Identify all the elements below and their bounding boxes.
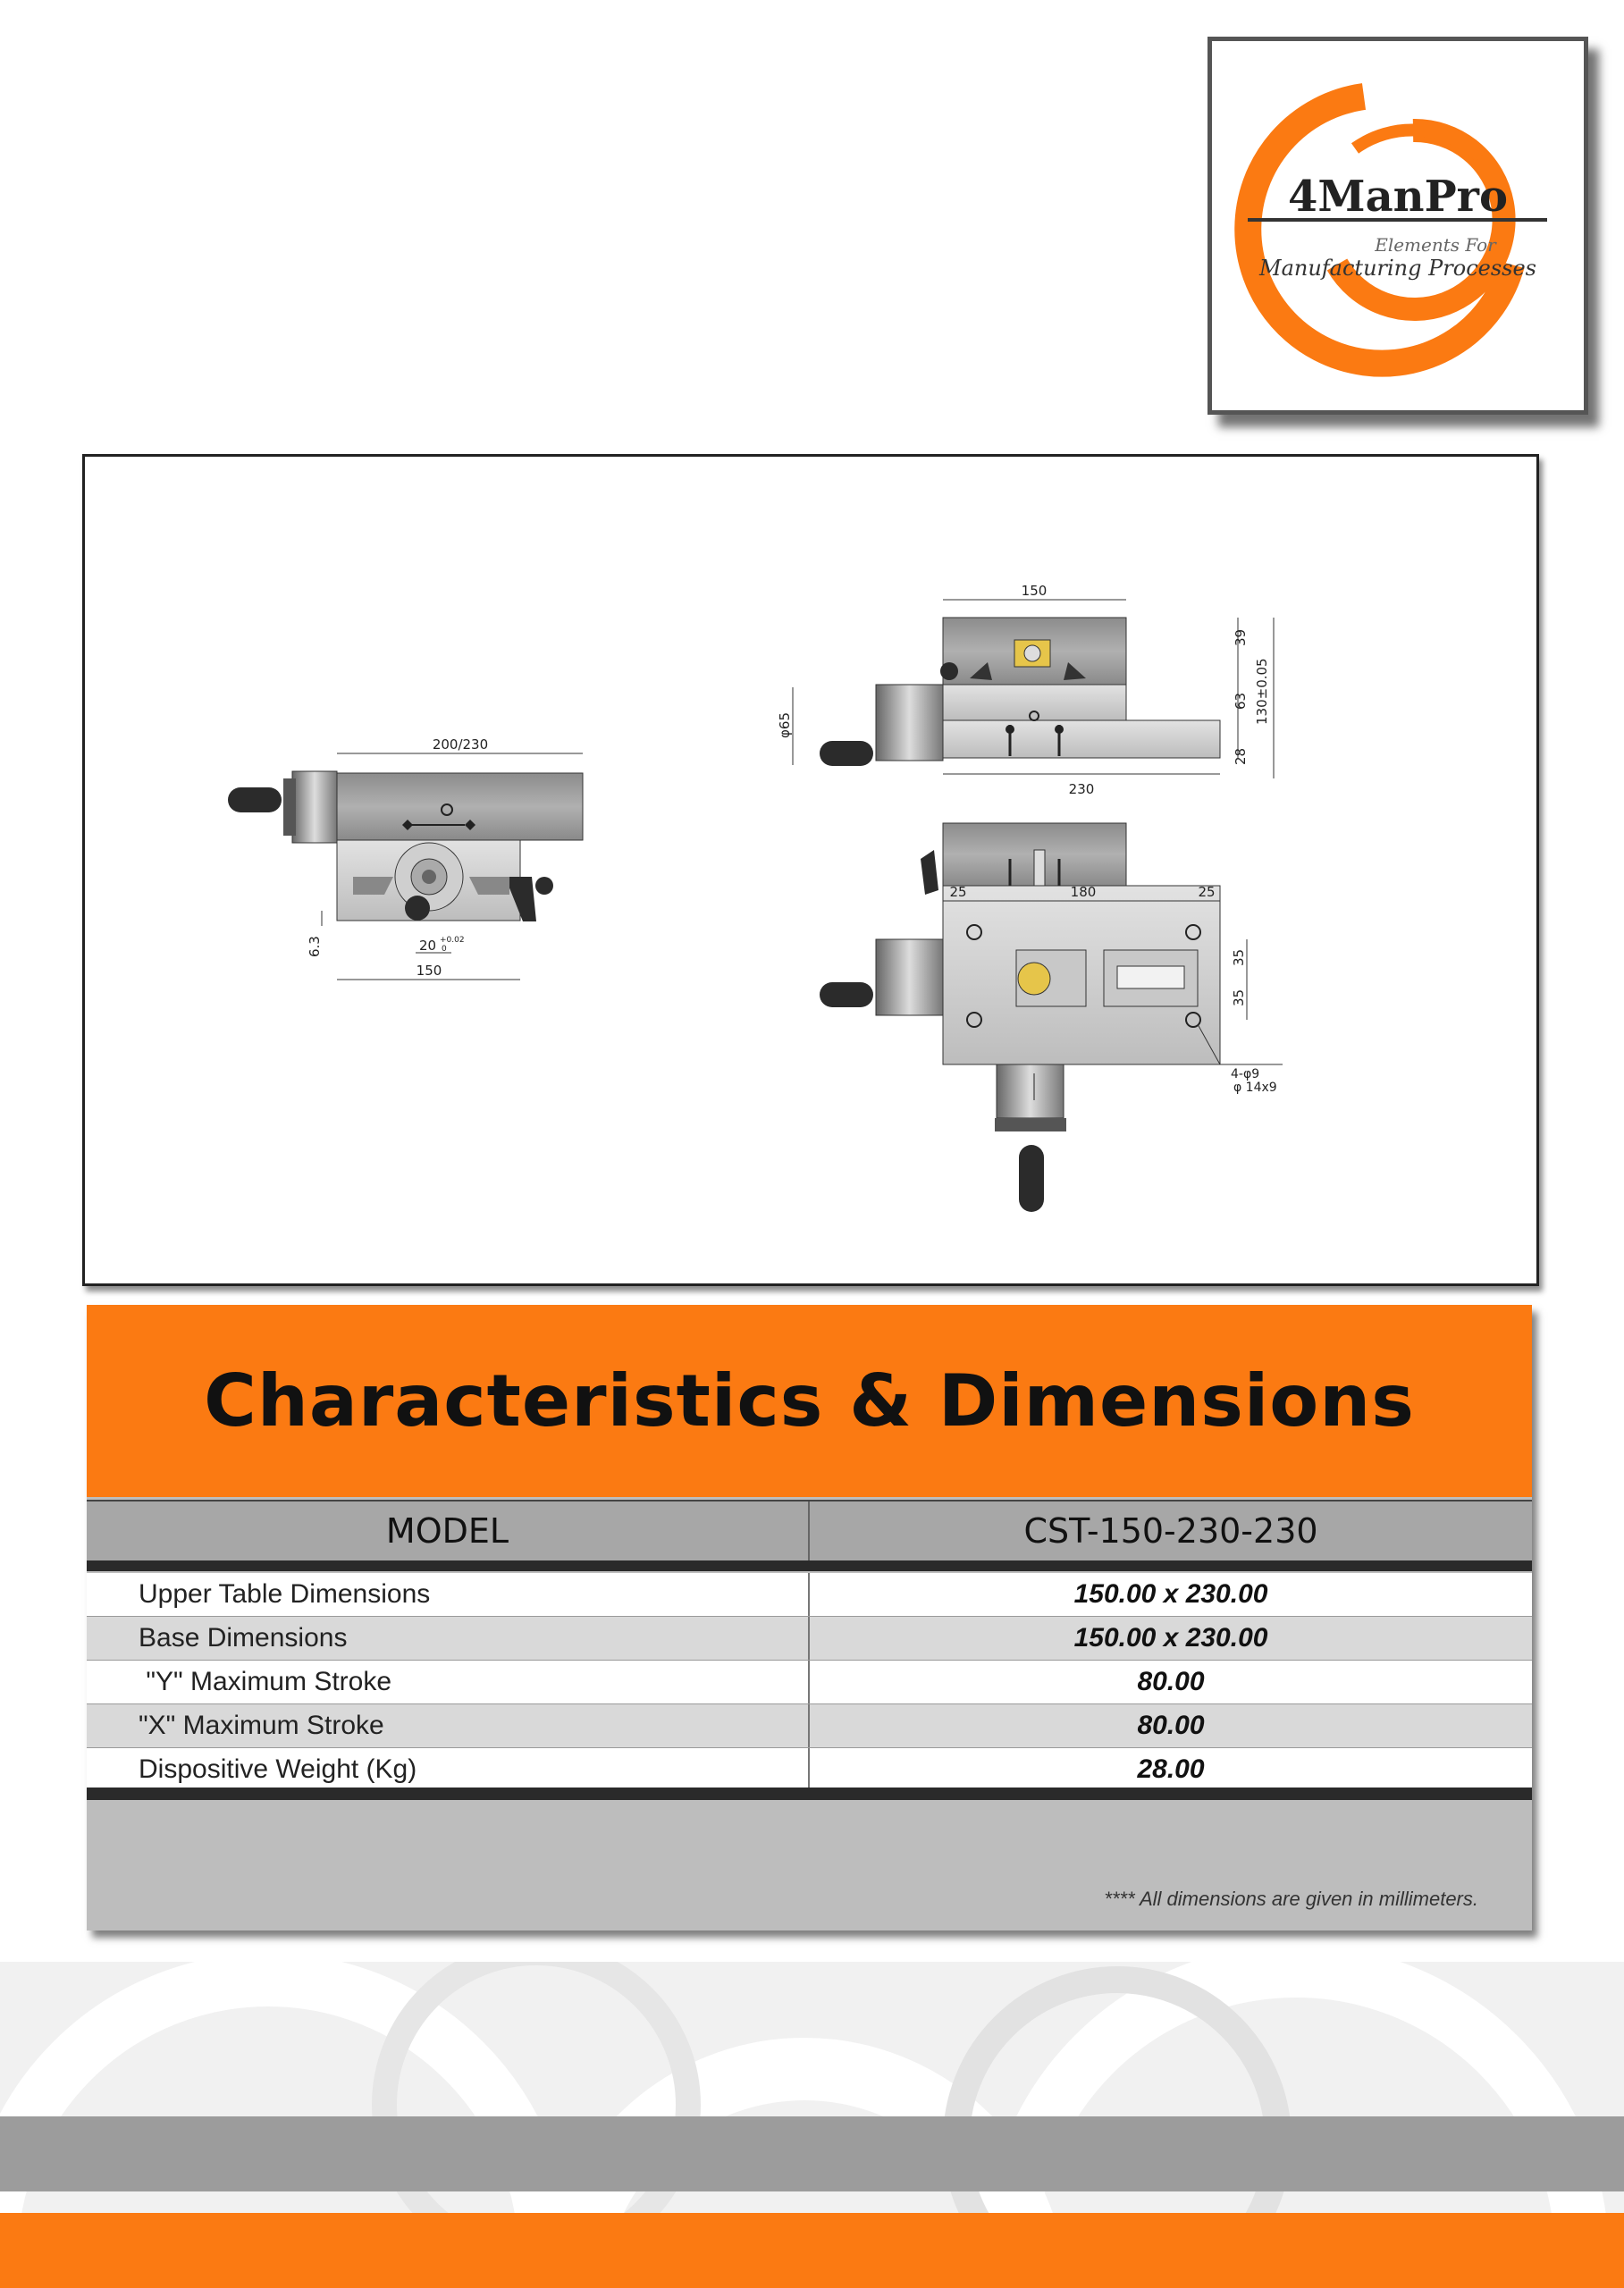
top-view xyxy=(820,823,1283,1212)
dim-front-dia: φ65 xyxy=(777,712,793,738)
dim-side-slot: 20 xyxy=(419,938,437,954)
dim-side-width: 200/230 xyxy=(432,736,489,753)
dim-hole-spec2: φ 14x9 xyxy=(1233,1081,1277,1095)
footnote: **** All dimensions are given in millimeters. xyxy=(1104,1888,1478,1910)
dim-side-tol-upper: +0.02 xyxy=(440,936,465,945)
spec-label: Dispositive Weight (Kg) xyxy=(87,1748,810,1791)
divider-bar-bottom xyxy=(87,1788,1532,1800)
spec-value: 28.00 xyxy=(1137,1754,1205,1784)
logo-tagline-2: Manufacturing Processes xyxy=(1259,256,1536,281)
dim-top-mid: 180 xyxy=(1070,884,1097,900)
dim-front-total: 130±0.05 xyxy=(1254,658,1270,725)
model-label: MODEL xyxy=(87,1502,810,1560)
spec-label: Base Dimensions xyxy=(87,1617,810,1660)
spec-label: Upper Table Dimensions xyxy=(87,1573,810,1616)
model-value: CST-150-230-230 xyxy=(1023,1511,1318,1551)
dim-top-right: 25 xyxy=(1198,884,1216,900)
table-row xyxy=(87,1748,1532,1792)
spec-label: "X" Maximum Stroke xyxy=(87,1704,810,1747)
dim-side-tol-lower: 0 xyxy=(442,945,447,954)
logo-brand: 4ManPro xyxy=(1288,172,1508,222)
divider-bar xyxy=(87,1560,1532,1571)
spec-value: 150.00 x 230.00 xyxy=(1073,1623,1268,1653)
panel-header xyxy=(87,1305,1532,1497)
company-logo xyxy=(1207,37,1588,415)
dim-top-v2: 35 xyxy=(1231,988,1247,1006)
dim-hole-spec1: 4-φ9 xyxy=(1231,1067,1260,1081)
dim-front-h3: 28 xyxy=(1233,747,1249,765)
dim-side-base: 150 xyxy=(416,963,442,979)
technical-drawing xyxy=(82,454,1539,1286)
dim-front-bottom: 230 xyxy=(1068,781,1095,797)
characteristics-panel xyxy=(87,1305,1532,1930)
logo-tagline-1: Elements For xyxy=(1375,234,1496,256)
table-row xyxy=(87,1617,1532,1661)
panel-title: Characteristics & Dimensions xyxy=(204,1359,1415,1443)
drawing-svg xyxy=(85,457,1536,1283)
spec-value: 80.00 xyxy=(1137,1711,1205,1740)
table-row xyxy=(87,1573,1532,1617)
footer-gray-band xyxy=(0,2116,1624,2191)
front-view xyxy=(777,583,1274,797)
spec-value: 150.00 x 230.00 xyxy=(1073,1579,1268,1609)
spec-table xyxy=(87,1573,1532,1792)
table-row xyxy=(87,1661,1532,1704)
dim-front-h2: 63 xyxy=(1233,692,1249,710)
footer-orange-band xyxy=(0,2213,1624,2288)
logo-graphic xyxy=(1212,41,1584,410)
spec-label: "Y" Maximum Stroke xyxy=(87,1661,810,1703)
dim-top-v1: 35 xyxy=(1231,948,1247,966)
spec-value: 80.00 xyxy=(1137,1667,1205,1696)
model-header-row xyxy=(87,1500,1532,1562)
dim-front-h1: 39 xyxy=(1233,628,1249,646)
dim-side-height: 6.3 xyxy=(307,936,323,957)
dim-top-left: 25 xyxy=(949,884,967,900)
table-row xyxy=(87,1704,1532,1748)
side-view xyxy=(228,736,583,980)
dim-front-top: 150 xyxy=(1021,583,1048,599)
